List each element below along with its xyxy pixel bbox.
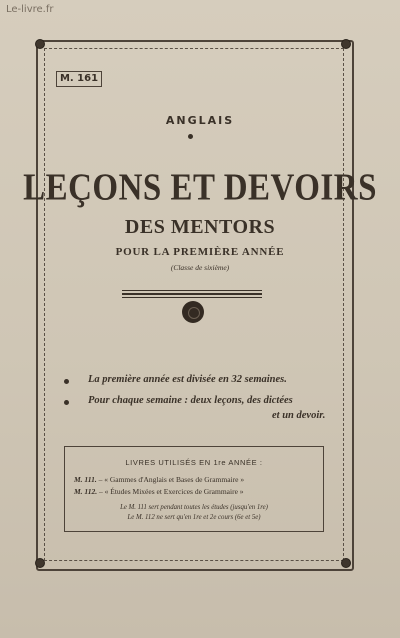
book-title: – « Études Mixées et Exercices de Grammaire » [99, 487, 244, 496]
divider-rule [122, 290, 262, 291]
bullet-icon [64, 379, 69, 384]
bullet-icon [64, 400, 69, 405]
book-item [74, 487, 244, 496]
class-note: (Classe de sixième) [170, 263, 230, 272]
bullet-text: La première année est divisée en 32 semaines. [88, 374, 287, 385]
subject-heading: ANGLAIS [165, 114, 235, 127]
book-code: M. 111. [74, 475, 97, 484]
page-title: LEÇONS ET DEVOIRS [23, 167, 377, 209]
catalog-code: M. 161 [56, 71, 102, 87]
books-used-box [64, 446, 324, 532]
divider-rule [122, 293, 262, 295]
bullet-text: Pour chaque semaine : deux leçons, des dictées [88, 395, 293, 406]
books-title: LIVRES UTILISÉS EN 1re ANNÉE : [125, 458, 263, 467]
corner-ornament [35, 39, 45, 49]
watermark: Le-livre.fr [6, 4, 54, 15]
divider-rule [122, 297, 262, 298]
year-line: POUR LA PREMIÈRE ANNÉE [115, 246, 285, 258]
book-note: Le M. 111 sert pendant toutes les études (jusqu'en 1re) [120, 504, 268, 511]
corner-ornament [341, 558, 351, 568]
ornament-icon [182, 301, 204, 323]
corner-ornament [35, 558, 45, 568]
book-note: Le M. 112 ne sert qu'en 1re et 2e cours (6e et 5e) [127, 514, 261, 521]
bullet-text-continuation: et un devoir. [272, 410, 326, 421]
book-code: M. 112. [74, 487, 98, 496]
book-item [74, 475, 244, 484]
book-title: – « Gammes d'Anglais et Bases de Grammaire » [98, 475, 245, 484]
corner-ornament [341, 39, 351, 49]
page-subtitle: DES MENTORS [124, 216, 276, 238]
separator-dot [188, 134, 193, 139]
